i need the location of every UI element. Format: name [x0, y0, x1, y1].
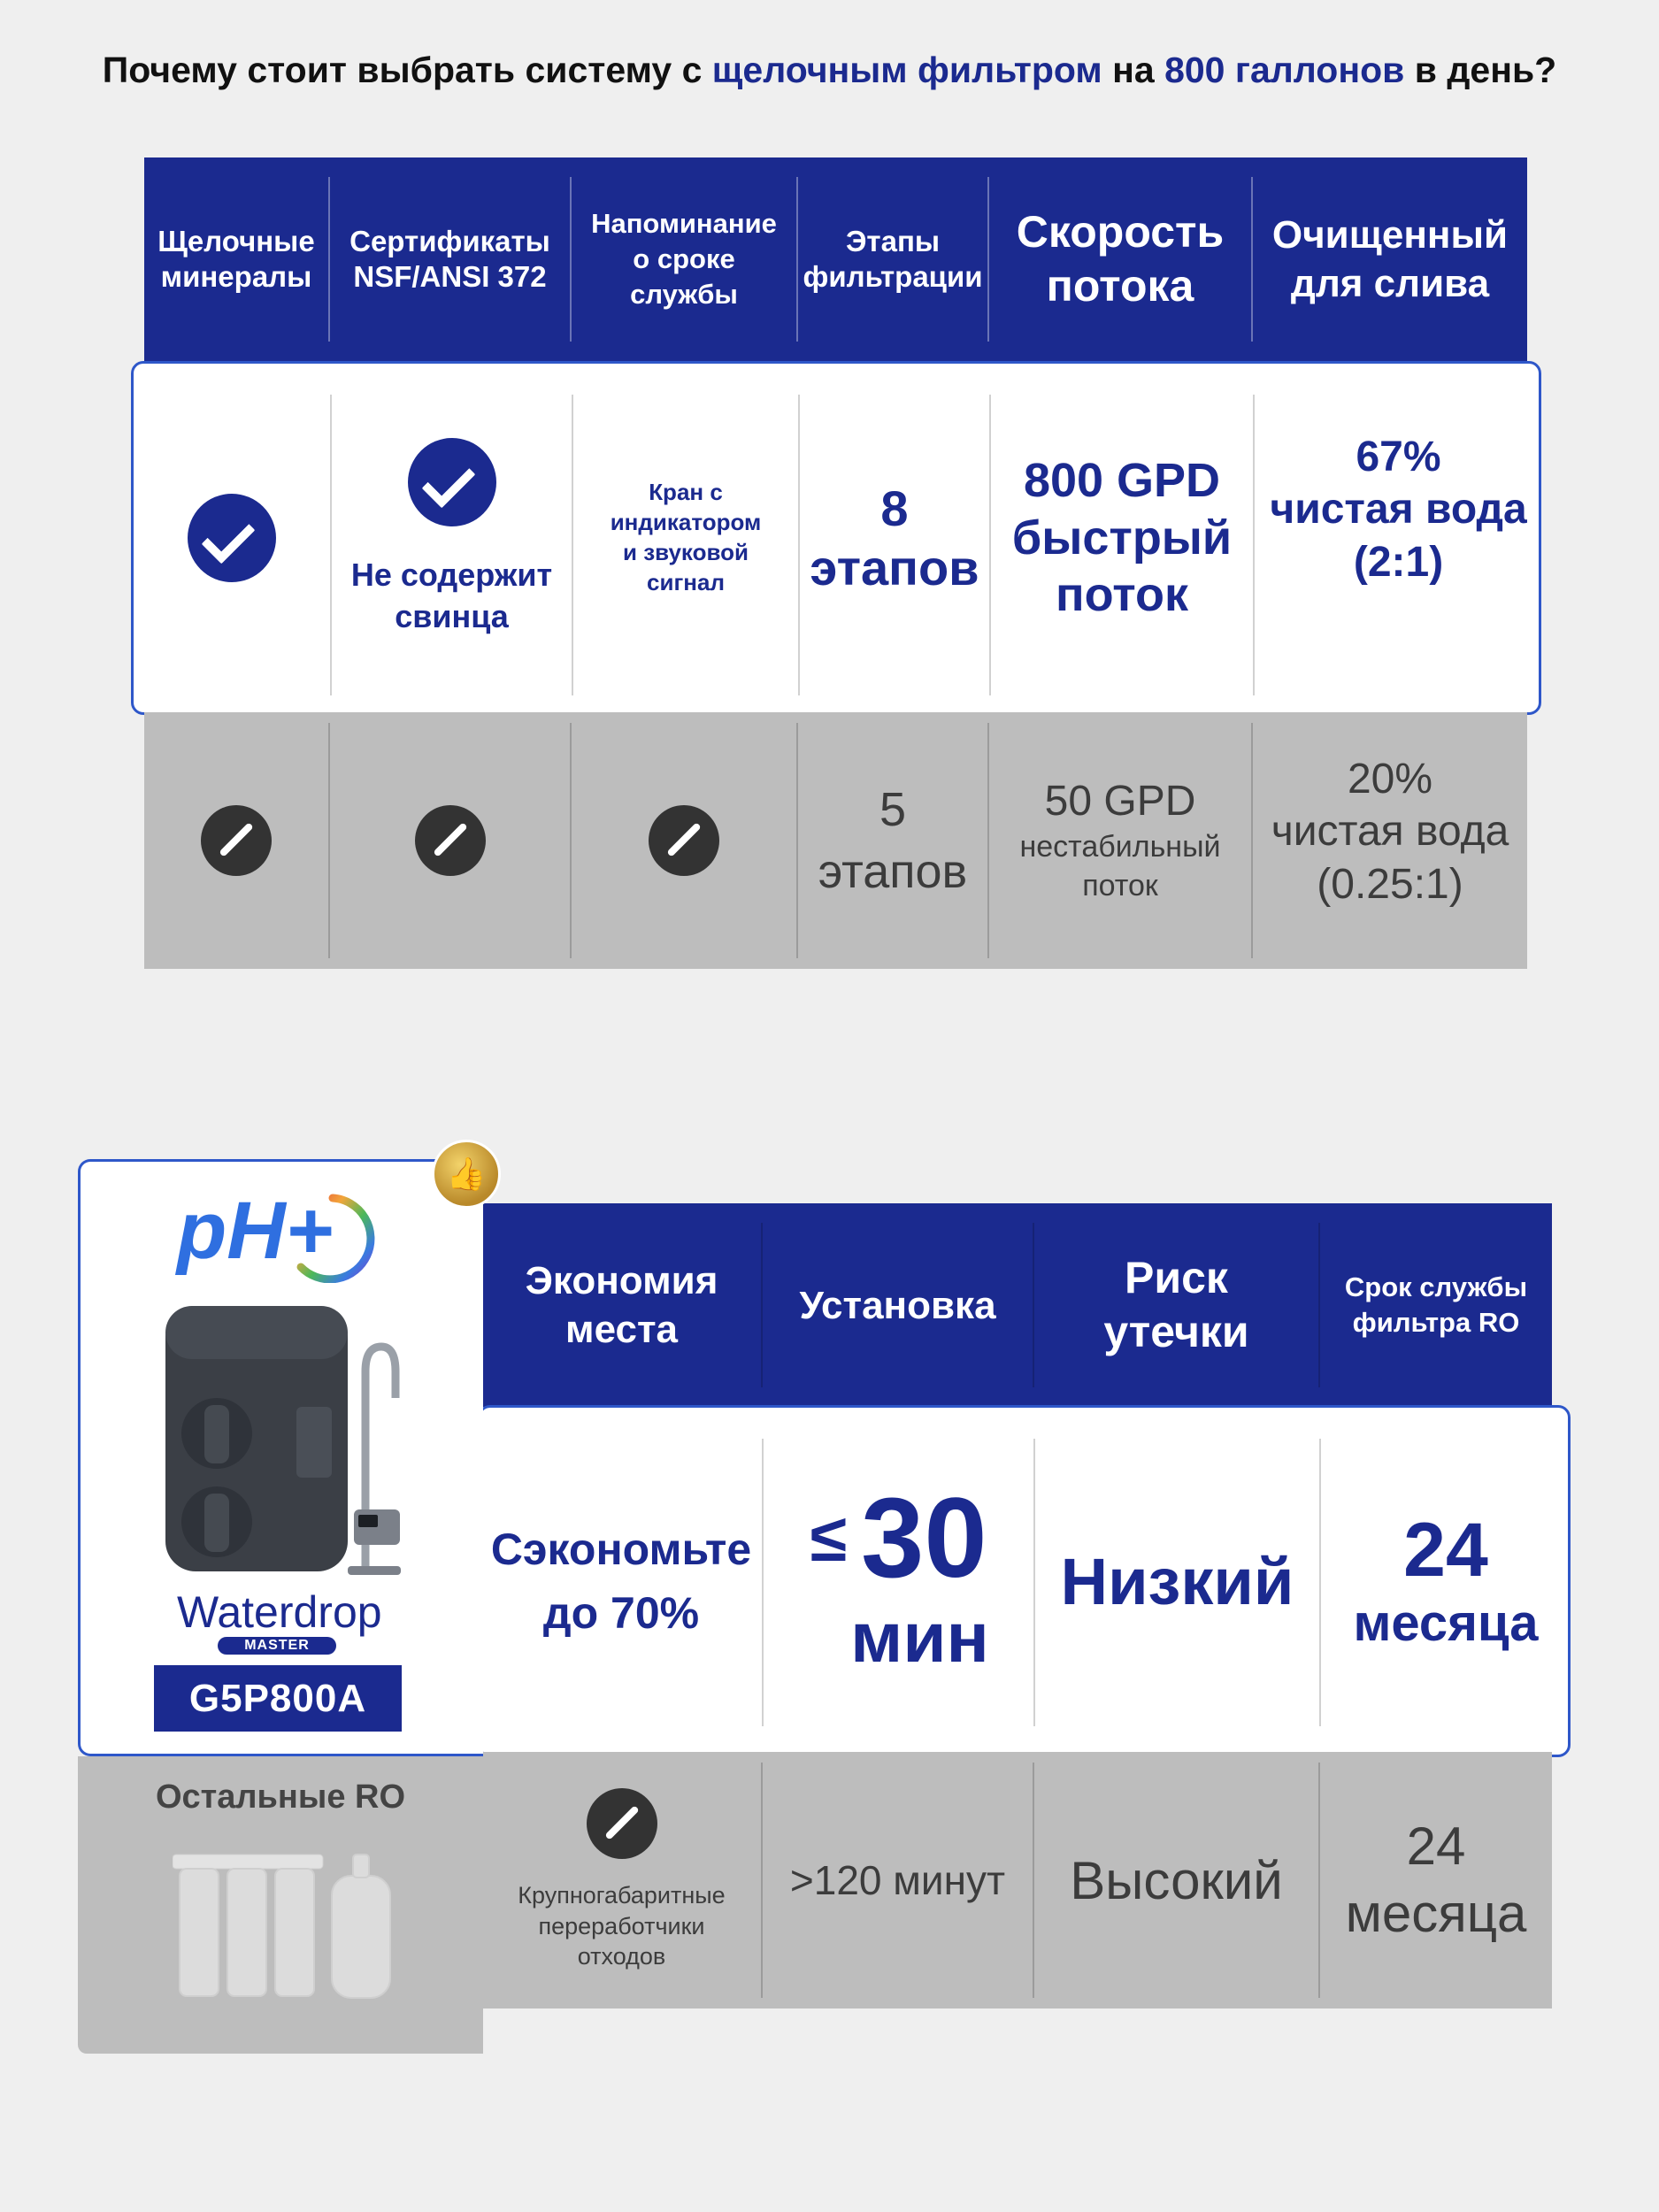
- ph-logo-icon: [104, 1177, 396, 1283]
- thumbs-up-icon: 👍: [432, 1140, 501, 1209]
- comparison-table-2-header: [482, 1203, 1552, 1407]
- other-ro-title: Остальные RO: [155, 1778, 406, 1816]
- no-icon: [415, 805, 486, 876]
- product-device-image: [164, 1301, 403, 1584]
- cell-reminder-others: [572, 712, 796, 969]
- cell-nsf-ours: [332, 364, 572, 712]
- no-icon: [587, 1788, 657, 1859]
- cell-alkaline-ours: [134, 364, 330, 712]
- lead-free-text: Не содержит свинца: [350, 557, 553, 634]
- ro-filter-icon: [173, 1849, 394, 2000]
- header-installation: Установка: [799, 1283, 996, 1327]
- check-icon: [408, 438, 496, 526]
- comparison-table-1-header: [144, 157, 1527, 361]
- no-icon: [201, 805, 272, 876]
- page-title: Почему стоит выбрать систему с щелочным фильтром на 800 галлонов в день?: [102, 50, 1557, 90]
- header-space-saving: Экономия места: [525, 1259, 718, 1351]
- model-number: G5P800A: [154, 1665, 402, 1732]
- header-filtration-stages: Этапы фильтрации: [803, 224, 983, 293]
- comparison-row-others: [144, 712, 1527, 969]
- cell-life-ours: 24 месяца: [1353, 1507, 1539, 1652]
- cell-nsf-others: [330, 712, 570, 969]
- header-flow-rate: Скорость потока: [1016, 207, 1225, 311]
- comparison-row-ours-2: [478, 1405, 1571, 1757]
- header-alkaline-minerals: Щелочные минералы: [157, 224, 315, 293]
- comparison-row-others-2: [482, 1752, 1552, 2008]
- master-badge: MASTER: [218, 1637, 336, 1655]
- cell-alkaline-others: [144, 712, 328, 969]
- header-service-reminder: Напоминание о сроке службы: [591, 207, 777, 311]
- cell-space-ours: Сэкономьте до 70%: [490, 1524, 752, 1638]
- header-ro-filter-life: Срок службы фильтра RO: [1344, 1271, 1528, 1338]
- cell-leak-others: Высокий: [1070, 1850, 1283, 1910]
- cell-stages-others: 5 этапов: [818, 782, 968, 898]
- cell-stages-ours: 8 этапов: [810, 480, 979, 595]
- brand-name: Waterdrop: [177, 1587, 382, 1637]
- header-drain-ratio: Очищенный для слива: [1271, 213, 1509, 305]
- cell-drain-others: 20% чистая вода (0.25:1): [1271, 755, 1509, 908]
- svg-text:pH+: pH+: [177, 1186, 334, 1276]
- no-icon: [649, 805, 719, 876]
- cell-leak-ours: Низкий: [1060, 1544, 1294, 1618]
- cell-drain-ours: 67% чистая вода (2:1): [1270, 433, 1527, 586]
- cell-life-others: 24 месяца: [1345, 1816, 1527, 1943]
- cell-reminder-ours: Кран с индикатором и звуковой сигнал: [610, 479, 762, 595]
- header-leak-risk: Риск утечки: [1103, 1253, 1249, 1356]
- check-icon: [188, 494, 276, 582]
- cell-flow-others: 50 GPD нестабильный поток: [1019, 778, 1221, 902]
- cell-install-ours: ≤ 30 мин: [810, 1475, 989, 1677]
- comparison-row-ours: [131, 361, 1541, 715]
- cell-install-others: >120 минут: [789, 1857, 1006, 1903]
- cell-flow-ours: 800 GPD быстрый поток: [1011, 453, 1233, 622]
- header-nsf-cert: Сертификаты NSF/ANSI 372: [349, 224, 550, 293]
- cell-space-others: Крупногабаритные переработчики отходов: [482, 1752, 761, 2008]
